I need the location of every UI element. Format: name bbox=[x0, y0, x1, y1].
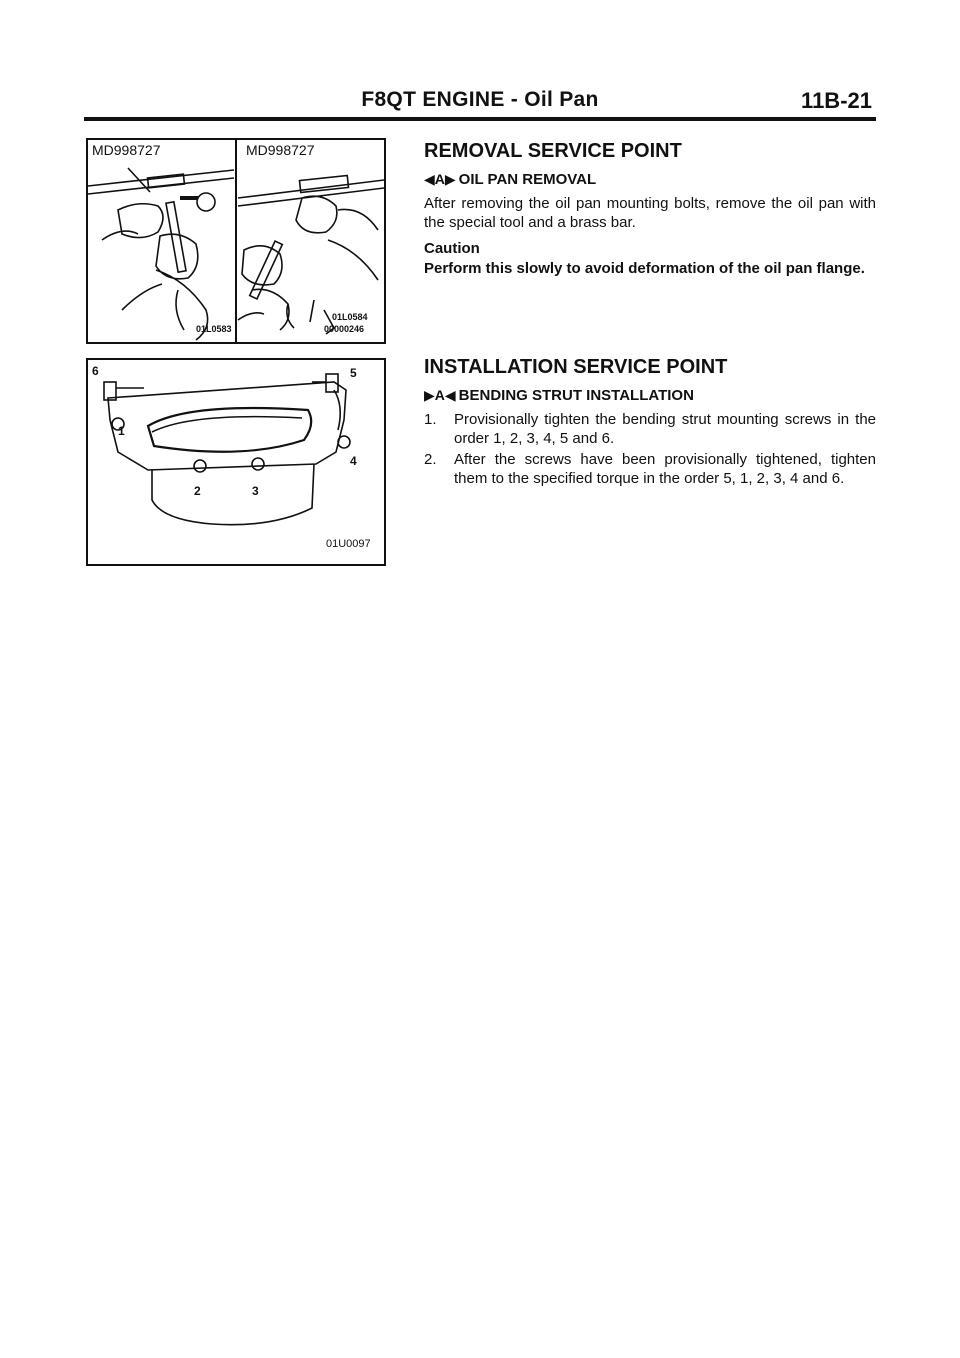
step-text: After the screws have been provisionally tightened, tighten them to the specified torque in the order 5, 1, 2, 3, 4 and 6. bbox=[454, 451, 876, 487]
installation-subtitle: BENDING STRUT INSTALLATION bbox=[458, 387, 694, 404]
removal-subheading bbox=[424, 171, 876, 188]
installation-steps bbox=[424, 410, 876, 488]
removal-text: After removing the oil pan mounting bolts, remove the oil pan with the special tool and a brass bar. bbox=[424, 195, 876, 231]
list-item bbox=[424, 450, 876, 488]
bolt-number-6: 6 bbox=[92, 364, 99, 378]
header-rule bbox=[84, 117, 876, 121]
bolt-number-4: 4 bbox=[350, 454, 357, 468]
bolt-number-2: 2 bbox=[194, 484, 201, 498]
figure-code-right-2: 00000246 bbox=[324, 324, 365, 334]
tool-label-right: MD998727 bbox=[246, 142, 315, 158]
step-number: 1. bbox=[424, 411, 437, 428]
figure-code-bottom: 01U0097 bbox=[326, 538, 371, 550]
installation-subheading bbox=[424, 387, 876, 404]
page-header bbox=[84, 88, 876, 116]
figure-special-tool bbox=[86, 138, 386, 344]
tool-label-left: MD998727 bbox=[92, 142, 161, 158]
removal-heading: REMOVAL SERVICE POINT bbox=[424, 140, 682, 162]
caution-text: Perform this slowly to avoid deformation of the oil pan flange. bbox=[424, 260, 865, 277]
bending-strut-illustration bbox=[88, 360, 384, 564]
caution-title: Caution bbox=[424, 240, 480, 257]
page-number: 11B-21 bbox=[801, 88, 872, 113]
figure-code-left: 01L0583 bbox=[196, 324, 232, 334]
removal-section bbox=[424, 140, 876, 278]
figure-bending-strut bbox=[86, 358, 386, 566]
list-item bbox=[424, 410, 876, 448]
figure-code-right-1: 01L0584 bbox=[332, 312, 368, 322]
installation-section bbox=[424, 356, 876, 490]
bolt-number-1: 1 bbox=[118, 424, 125, 438]
installation-heading: INSTALLATION SERVICE POINT bbox=[424, 356, 728, 378]
removal-subtitle: OIL PAN REMOVAL bbox=[458, 171, 597, 188]
installation-marker: ▶A◀ bbox=[424, 387, 456, 403]
step-number: 2. bbox=[424, 451, 437, 468]
removal-marker: ◀A▶ bbox=[424, 171, 456, 187]
section-title: F8QT ENGINE - Oil Pan bbox=[361, 88, 599, 111]
bolt-number-5: 5 bbox=[350, 366, 357, 380]
bolt-number-3: 3 bbox=[252, 484, 259, 498]
step-text: Provisionally tighten the bending strut mounting screws in the order 1, 2, 3, 4, 5 and 6. bbox=[454, 411, 876, 447]
